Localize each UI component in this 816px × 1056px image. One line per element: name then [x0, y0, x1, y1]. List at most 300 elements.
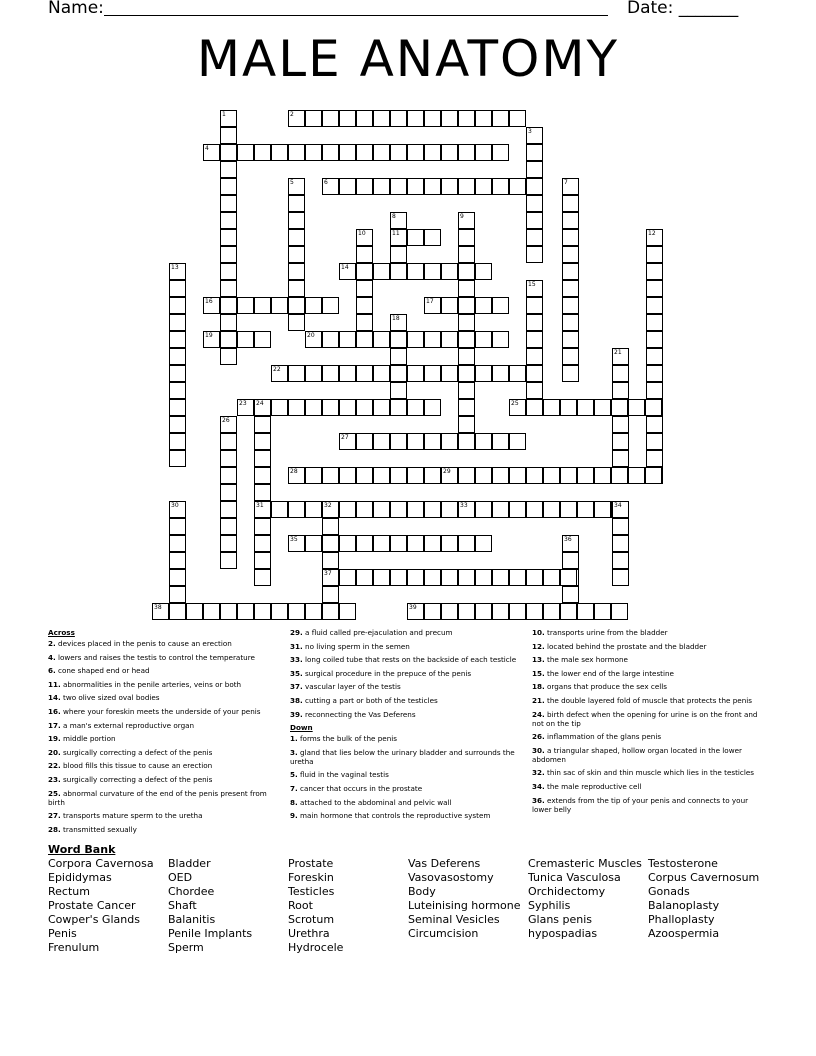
grid-cell[interactable]: [288, 246, 305, 263]
grid-cell[interactable]: [475, 365, 492, 382]
grid-cell[interactable]: [492, 144, 509, 161]
grid-cell[interactable]: [612, 501, 629, 518]
grid-cell[interactable]: [220, 518, 237, 535]
grid-cell[interactable]: [577, 501, 594, 518]
grid-cell[interactable]: [424, 297, 441, 314]
grid-cell[interactable]: [458, 280, 475, 297]
grid-cell[interactable]: [203, 331, 220, 348]
grid-cell[interactable]: [254, 603, 271, 620]
grid-cell[interactable]: [458, 110, 475, 127]
grid-cell[interactable]: [441, 603, 458, 620]
grid-cell[interactable]: [458, 569, 475, 586]
grid-cell[interactable]: [526, 297, 543, 314]
grid-cell[interactable]: [356, 297, 373, 314]
grid-cell[interactable]: [203, 144, 220, 161]
grid-cell[interactable]: [458, 144, 475, 161]
grid-cell[interactable]: [356, 263, 373, 280]
grid-cell[interactable]: [562, 263, 579, 280]
grid-cell[interactable]: [220, 535, 237, 552]
grid-cell[interactable]: [475, 110, 492, 127]
grid-cell[interactable]: [390, 144, 407, 161]
grid-cell[interactable]: [475, 535, 492, 552]
grid-cell[interactable]: [169, 331, 186, 348]
grid-cell[interactable]: [356, 314, 373, 331]
grid-cell[interactable]: [612, 433, 629, 450]
grid-cell[interactable]: [543, 501, 560, 518]
grid-cell[interactable]: [407, 535, 424, 552]
grid-cell[interactable]: [220, 416, 237, 433]
grid-cell[interactable]: [646, 450, 663, 467]
grid-cell[interactable]: [373, 501, 390, 518]
grid-cell[interactable]: [271, 365, 288, 382]
grid-cell[interactable]: [169, 586, 186, 603]
grid-cell[interactable]: [492, 110, 509, 127]
grid-cell[interactable]: [169, 263, 186, 280]
grid-cell[interactable]: [220, 450, 237, 467]
grid-cell[interactable]: [612, 535, 629, 552]
grid-cell[interactable]: [220, 263, 237, 280]
grid-cell[interactable]: [169, 348, 186, 365]
grid-cell[interactable]: [611, 467, 628, 484]
grid-cell[interactable]: [562, 535, 579, 552]
grid-cell[interactable]: [645, 467, 662, 484]
grid-cell[interactable]: [560, 603, 577, 620]
grid-cell[interactable]: [612, 552, 629, 569]
grid-cell[interactable]: [305, 501, 322, 518]
grid-cell[interactable]: [390, 263, 407, 280]
grid-cell[interactable]: [646, 416, 663, 433]
grid-cell[interactable]: [562, 229, 579, 246]
grid-cell[interactable]: [288, 365, 305, 382]
grid-cell[interactable]: [220, 229, 237, 246]
grid-cell[interactable]: [407, 603, 424, 620]
grid-cell[interactable]: [424, 365, 441, 382]
grid-cell[interactable]: [186, 603, 203, 620]
grid-cell[interactable]: [322, 501, 339, 518]
grid-cell[interactable]: [322, 399, 339, 416]
grid-cell[interactable]: [646, 365, 663, 382]
grid-cell[interactable]: [254, 501, 271, 518]
grid-cell[interactable]: [254, 331, 271, 348]
grid-cell[interactable]: [305, 467, 322, 484]
grid-cell[interactable]: [254, 535, 271, 552]
grid-cell[interactable]: [407, 178, 424, 195]
grid-cell[interactable]: [356, 433, 373, 450]
grid-cell[interactable]: [562, 280, 579, 297]
grid-cell[interactable]: [373, 399, 390, 416]
grid-cell[interactable]: [271, 501, 288, 518]
grid-cell[interactable]: [475, 178, 492, 195]
grid-cell[interactable]: [509, 178, 526, 195]
grid-cell[interactable]: [441, 433, 458, 450]
grid-cell[interactable]: [458, 212, 475, 229]
grid-cell[interactable]: [594, 603, 611, 620]
grid-cell[interactable]: [492, 603, 509, 620]
grid-cell[interactable]: [254, 552, 271, 569]
grid-cell[interactable]: [526, 382, 543, 399]
grid-cell[interactable]: [594, 399, 611, 416]
grid-cell[interactable]: [407, 331, 424, 348]
grid-cell[interactable]: [509, 433, 526, 450]
grid-cell[interactable]: [646, 433, 663, 450]
grid-cell[interactable]: [390, 399, 407, 416]
grid-cell[interactable]: [288, 229, 305, 246]
grid-cell[interactable]: [288, 467, 305, 484]
grid-cell[interactable]: [458, 348, 475, 365]
grid-cell[interactable]: [458, 331, 475, 348]
grid-cell[interactable]: [390, 178, 407, 195]
grid-cell[interactable]: [577, 399, 594, 416]
grid-cell[interactable]: [458, 382, 475, 399]
grid-cell[interactable]: [458, 399, 475, 416]
grid-cell[interactable]: [526, 127, 543, 144]
grid-cell[interactable]: [390, 569, 407, 586]
grid-cell[interactable]: [526, 399, 543, 416]
grid-cell[interactable]: [441, 535, 458, 552]
grid-cell[interactable]: [237, 331, 254, 348]
grid-cell[interactable]: [220, 212, 237, 229]
grid-cell[interactable]: [373, 331, 390, 348]
grid-cell[interactable]: [492, 178, 509, 195]
grid-cell[interactable]: [288, 501, 305, 518]
grid-cell[interactable]: [322, 331, 339, 348]
grid-cell[interactable]: [339, 110, 356, 127]
grid-cell[interactable]: [424, 331, 441, 348]
grid-cell[interactable]: [339, 433, 356, 450]
grid-cell[interactable]: [254, 518, 271, 535]
grid-cell[interactable]: [254, 144, 271, 161]
grid-cell[interactable]: [220, 127, 237, 144]
grid-cell[interactable]: [339, 535, 356, 552]
grid-cell[interactable]: [458, 433, 475, 450]
grid-cell[interactable]: [407, 501, 424, 518]
grid-cell[interactable]: [646, 263, 663, 280]
grid-cell[interactable]: [441, 501, 458, 518]
grid-cell[interactable]: [612, 518, 629, 535]
grid-cell[interactable]: [612, 365, 629, 382]
grid-cell[interactable]: [562, 331, 579, 348]
grid-cell[interactable]: [390, 212, 407, 229]
grid-cell[interactable]: [271, 144, 288, 161]
grid-cell[interactable]: [288, 212, 305, 229]
grid-cell[interactable]: [271, 297, 288, 314]
grid-cell[interactable]: [356, 365, 373, 382]
grid-cell[interactable]: [492, 365, 509, 382]
grid-cell[interactable]: [526, 178, 543, 195]
grid-cell[interactable]: [339, 178, 356, 195]
grid-cell[interactable]: [509, 399, 526, 416]
grid-cell[interactable]: [458, 263, 475, 280]
grid-cell[interactable]: [254, 297, 271, 314]
grid-cell[interactable]: [560, 399, 577, 416]
grid-cell[interactable]: [322, 603, 339, 620]
grid-cell[interactable]: [562, 586, 579, 603]
grid-cell[interactable]: [526, 314, 543, 331]
grid-cell[interactable]: [646, 280, 663, 297]
grid-cell[interactable]: [373, 178, 390, 195]
grid-cell[interactable]: [339, 501, 356, 518]
grid-cell[interactable]: [339, 365, 356, 382]
grid-cell[interactable]: [526, 144, 543, 161]
grid-cell[interactable]: [509, 603, 526, 620]
grid-cell[interactable]: [560, 501, 577, 518]
grid-cell[interactable]: [152, 603, 169, 620]
grid-cell[interactable]: [646, 382, 663, 399]
grid-cell[interactable]: [594, 501, 611, 518]
grid-cell[interactable]: [390, 382, 407, 399]
grid-cell[interactable]: [288, 195, 305, 212]
grid-cell[interactable]: [390, 229, 407, 246]
grid-cell[interactable]: [543, 467, 560, 484]
grid-cell[interactable]: [169, 450, 186, 467]
grid-cell[interactable]: [322, 178, 339, 195]
grid-cell[interactable]: [509, 467, 526, 484]
grid-cell[interactable]: [646, 314, 663, 331]
grid-cell[interactable]: [646, 348, 663, 365]
grid-cell[interactable]: [390, 331, 407, 348]
grid-cell[interactable]: [254, 484, 271, 501]
grid-cell[interactable]: [322, 586, 339, 603]
grid-cell[interactable]: [612, 416, 629, 433]
grid-cell[interactable]: [254, 467, 271, 484]
grid-cell[interactable]: [169, 518, 186, 535]
grid-cell[interactable]: [390, 246, 407, 263]
grid-cell[interactable]: [288, 178, 305, 195]
grid-cell[interactable]: [220, 195, 237, 212]
grid-cell[interactable]: [254, 433, 271, 450]
grid-cell[interactable]: [237, 603, 254, 620]
grid-cell[interactable]: [562, 178, 579, 195]
grid-cell[interactable]: [509, 501, 526, 518]
grid-cell[interactable]: [373, 467, 390, 484]
grid-cell[interactable]: [526, 569, 543, 586]
grid-cell[interactable]: [543, 603, 560, 620]
grid-cell[interactable]: [407, 467, 424, 484]
grid-cell[interactable]: [611, 603, 628, 620]
grid-cell[interactable]: [441, 263, 458, 280]
grid-cell[interactable]: [562, 246, 579, 263]
grid-cell[interactable]: [373, 535, 390, 552]
grid-cell[interactable]: [509, 365, 526, 382]
grid-cell[interactable]: [390, 365, 407, 382]
grid-cell[interactable]: [322, 569, 339, 586]
grid-cell[interactable]: [475, 433, 492, 450]
grid-cell[interactable]: [356, 178, 373, 195]
grid-cell[interactable]: [458, 314, 475, 331]
grid-cell[interactable]: [305, 365, 322, 382]
grid-cell[interactable]: [356, 535, 373, 552]
grid-cell[interactable]: [220, 144, 237, 161]
grid-cell[interactable]: [424, 399, 441, 416]
grid-cell[interactable]: [356, 246, 373, 263]
grid-cell[interactable]: [458, 365, 475, 382]
grid-cell[interactable]: [220, 161, 237, 178]
grid-cell[interactable]: [612, 382, 629, 399]
grid-cell[interactable]: [356, 467, 373, 484]
grid-cell[interactable]: [339, 467, 356, 484]
grid-cell[interactable]: [288, 280, 305, 297]
grid-cell[interactable]: [543, 399, 560, 416]
grid-cell[interactable]: [646, 246, 663, 263]
grid-cell[interactable]: [237, 144, 254, 161]
grid-cell[interactable]: [562, 348, 579, 365]
grid-cell[interactable]: [526, 365, 543, 382]
grid-cell[interactable]: [169, 314, 186, 331]
grid-cell[interactable]: [169, 365, 186, 382]
grid-cell[interactable]: [407, 110, 424, 127]
date-label[interactable]: Date: _______: [627, 0, 739, 18]
grid-cell[interactable]: [424, 263, 441, 280]
grid-cell[interactable]: [339, 331, 356, 348]
grid-cell[interactable]: [305, 535, 322, 552]
grid-cell[interactable]: [526, 229, 543, 246]
grid-cell[interactable]: [390, 433, 407, 450]
grid-cell[interactable]: [322, 365, 339, 382]
grid-cell[interactable]: [254, 399, 271, 416]
grid-cell[interactable]: [407, 399, 424, 416]
grid-cell[interactable]: [305, 603, 322, 620]
grid-cell[interactable]: [407, 144, 424, 161]
grid-cell[interactable]: [543, 569, 560, 586]
grid-cell[interactable]: [441, 331, 458, 348]
grid-cell[interactable]: [322, 467, 339, 484]
grid-cell[interactable]: [169, 399, 186, 416]
grid-cell[interactable]: [288, 314, 305, 331]
grid-cell[interactable]: [339, 144, 356, 161]
grid-cell[interactable]: [577, 467, 594, 484]
grid-cell[interactable]: [356, 569, 373, 586]
grid-cell[interactable]: [458, 467, 475, 484]
grid-cell[interactable]: [356, 110, 373, 127]
grid-cell[interactable]: [407, 365, 424, 382]
grid-cell[interactable]: [220, 110, 237, 127]
grid-cell[interactable]: [646, 331, 663, 348]
grid-cell[interactable]: [458, 603, 475, 620]
grid-cell[interactable]: [322, 552, 339, 569]
grid-cell[interactable]: [492, 501, 509, 518]
grid-cell[interactable]: [475, 144, 492, 161]
grid-cell[interactable]: [526, 501, 543, 518]
grid-cell[interactable]: [220, 433, 237, 450]
grid-cell[interactable]: [526, 467, 543, 484]
grid-cell[interactable]: [475, 467, 492, 484]
grid-cell[interactable]: [390, 535, 407, 552]
grid-cell[interactable]: [356, 501, 373, 518]
grid-cell[interactable]: [288, 535, 305, 552]
grid-cell[interactable]: [492, 297, 509, 314]
grid-cell[interactable]: [562, 297, 579, 314]
grid-cell[interactable]: [220, 467, 237, 484]
grid-cell[interactable]: [458, 178, 475, 195]
grid-cell[interactable]: [475, 501, 492, 518]
grid-cell[interactable]: [203, 297, 220, 314]
grid-cell[interactable]: [441, 569, 458, 586]
grid-cell[interactable]: [424, 178, 441, 195]
grid-cell[interactable]: [237, 297, 254, 314]
grid-cell[interactable]: [628, 467, 645, 484]
grid-cell[interactable]: [390, 467, 407, 484]
grid-cell[interactable]: [562, 212, 579, 229]
grid-cell[interactable]: [424, 603, 441, 620]
grid-cell[interactable]: [509, 569, 526, 586]
grid-cell[interactable]: [373, 365, 390, 382]
grid-cell[interactable]: [373, 569, 390, 586]
grid-cell[interactable]: [526, 280, 543, 297]
grid-cell[interactable]: [339, 603, 356, 620]
grid-cell[interactable]: [407, 229, 424, 246]
grid-cell[interactable]: [475, 603, 492, 620]
grid-cell[interactable]: [475, 331, 492, 348]
grid-cell[interactable]: [424, 501, 441, 518]
grid-cell[interactable]: [646, 297, 663, 314]
grid-cell[interactable]: [441, 110, 458, 127]
grid-cell[interactable]: [492, 467, 509, 484]
grid-cell[interactable]: [492, 331, 509, 348]
grid-cell[interactable]: [526, 603, 543, 620]
grid-cell[interactable]: [271, 399, 288, 416]
grid-cell[interactable]: [577, 603, 594, 620]
grid-cell[interactable]: [390, 501, 407, 518]
grid-cell[interactable]: [492, 433, 509, 450]
grid-cell[interactable]: [288, 603, 305, 620]
grid-cell[interactable]: [441, 467, 458, 484]
grid-cell[interactable]: [526, 195, 543, 212]
grid-cell[interactable]: [305, 399, 322, 416]
grid-cell[interactable]: [424, 110, 441, 127]
grid-cell[interactable]: [390, 110, 407, 127]
grid-cell[interactable]: [424, 535, 441, 552]
grid-cell[interactable]: [220, 178, 237, 195]
grid-cell[interactable]: [373, 144, 390, 161]
grid-cell[interactable]: [458, 246, 475, 263]
grid-cell[interactable]: [322, 144, 339, 161]
grid-cell[interactable]: [271, 603, 288, 620]
grid-cell[interactable]: [458, 297, 475, 314]
grid-cell[interactable]: [169, 552, 186, 569]
grid-cell[interactable]: [322, 110, 339, 127]
grid-cell[interactable]: [612, 450, 629, 467]
grid-cell[interactable]: [169, 535, 186, 552]
grid-cell[interactable]: [458, 501, 475, 518]
grid-cell[interactable]: [305, 144, 322, 161]
grid-cell[interactable]: [611, 399, 628, 416]
grid-cell[interactable]: [458, 229, 475, 246]
grid-cell[interactable]: [169, 569, 186, 586]
grid-cell[interactable]: [339, 399, 356, 416]
grid-cell[interactable]: [612, 348, 629, 365]
grid-cell[interactable]: [560, 569, 577, 586]
grid-cell[interactable]: [288, 399, 305, 416]
grid-cell[interactable]: [475, 297, 492, 314]
grid-cell[interactable]: [612, 569, 629, 586]
grid-cell[interactable]: [424, 144, 441, 161]
grid-cell[interactable]: [220, 484, 237, 501]
grid-cell[interactable]: [407, 263, 424, 280]
grid-cell[interactable]: [594, 467, 611, 484]
grid-cell[interactable]: [169, 297, 186, 314]
grid-cell[interactable]: [526, 348, 543, 365]
grid-cell[interactable]: [526, 331, 543, 348]
grid-cell[interactable]: [424, 569, 441, 586]
grid-cell[interactable]: [441, 297, 458, 314]
grid-cell[interactable]: [373, 263, 390, 280]
grid-cell[interactable]: [628, 399, 645, 416]
grid-cell[interactable]: [646, 229, 663, 246]
grid-cell[interactable]: [441, 144, 458, 161]
grid-cell[interactable]: [220, 552, 237, 569]
grid-cell[interactable]: [373, 110, 390, 127]
grid-cell[interactable]: [220, 603, 237, 620]
